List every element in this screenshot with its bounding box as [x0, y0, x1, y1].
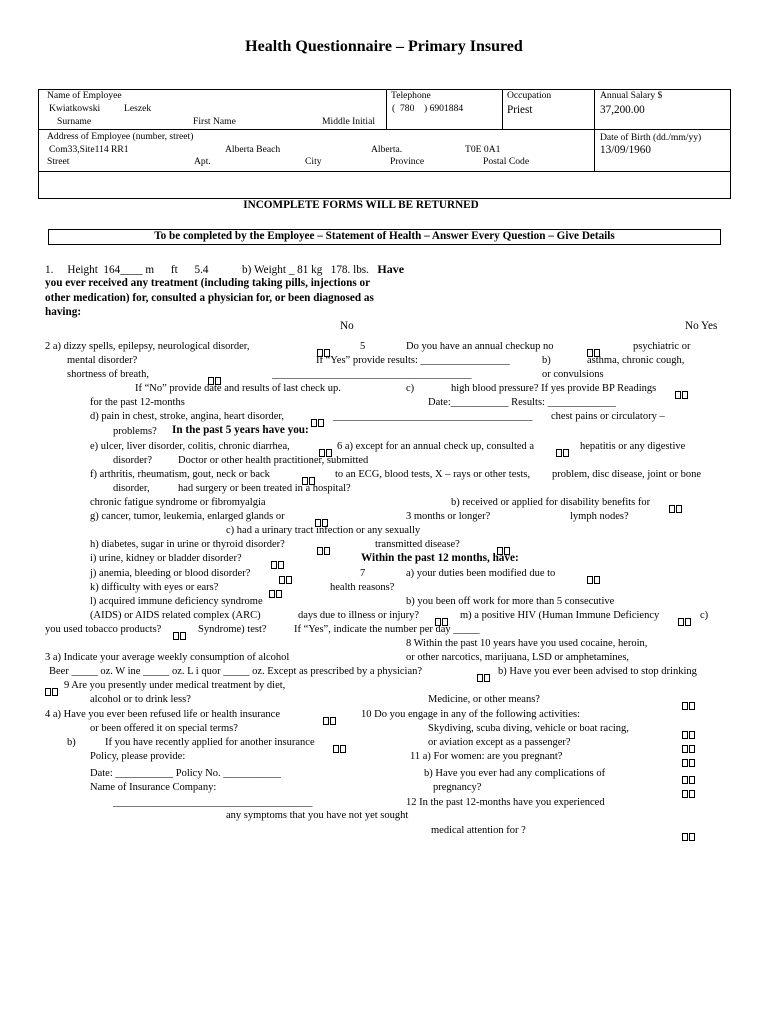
yes-checkbox[interactable]: [326, 449, 332, 457]
question-text-line: mental disorder?: [67, 355, 138, 366]
yes-checkbox[interactable]: [484, 674, 490, 682]
question-text-line: you used tobacco products?: [45, 624, 162, 635]
question-text-line: Policy, please provide:: [90, 751, 186, 762]
no-checkbox[interactable]: [323, 717, 329, 725]
question-text-line: shortness of breath,: [67, 369, 149, 380]
first-name-value[interactable]: Leszek: [124, 103, 152, 114]
no-checkbox[interactable]: [435, 618, 441, 626]
question-text-line: If “No” provide date and results of last check up.: [135, 383, 341, 394]
question-text-line: medical attention for ?: [431, 825, 526, 836]
no-yes-checkbox-pair: [269, 584, 283, 602]
question-text-line: Syndrome) test?: [198, 624, 267, 635]
question-text-line: high blood pressure? If yes provide BP Readings: [451, 383, 657, 394]
telephone-label: Telephone: [391, 90, 431, 101]
name-of-employee-label: Name of Employee: [47, 90, 122, 101]
yes-checkbox[interactable]: [689, 745, 695, 753]
question-text-line: a) your duties been modified due to: [406, 568, 556, 579]
no-yes-checkbox-pair: [497, 541, 511, 559]
question-text-line: days due to illness or injury?: [298, 610, 420, 621]
yes-checkbox[interactable]: [318, 419, 324, 427]
question-text-line: i) urine, kidney or bladder disorder?: [90, 553, 242, 564]
yes-checkbox[interactable]: [324, 547, 330, 555]
no-checkbox[interactable]: [682, 833, 688, 841]
question-text-line: b) Have you ever been advised to stop drinking: [498, 666, 697, 677]
no-checkbox[interactable]: [669, 505, 675, 513]
salary-value[interactable]: 37,200.00: [600, 104, 645, 116]
question-text-line: Date:___________ Results: _____________: [428, 397, 616, 408]
address-label: Address of Employee (number, street): [47, 131, 194, 142]
question-text-line: 6 a) except for an annual check up, consulted a: [337, 441, 535, 452]
question-text-line: 11 a) For women: are you pregnant?: [410, 751, 563, 762]
feet-value[interactable]: 5.4: [194, 264, 209, 276]
question-text-line: alcohol or to drink less?: [90, 694, 191, 705]
street-value[interactable]: Com33,Site114 RR1: [49, 144, 129, 155]
occupation-label: Occupation: [507, 90, 552, 101]
surname-label: Surname: [57, 116, 92, 127]
question-text-line: problem, disc disease, joint or bone: [552, 469, 702, 480]
no-checkbox[interactable]: [682, 745, 688, 753]
yes-checkbox[interactable]: [689, 833, 695, 841]
no-yes-checkbox-pair: [317, 541, 331, 559]
question-text-line: If you have recently applied for another insurance: [105, 737, 315, 748]
no-checkbox[interactable]: [556, 449, 562, 457]
first-name-label: First Name: [193, 116, 236, 127]
section-heading: In the past 5 years have you:: [172, 424, 309, 436]
no-checkbox[interactable]: [497, 547, 503, 555]
question-text-line: pregnancy?: [433, 782, 482, 793]
no-checkbox[interactable]: [333, 745, 339, 753]
question-text-line: to an ECG, blood tests, X – rays or other tests,: [335, 469, 531, 480]
street-label: Street: [47, 156, 70, 167]
question-text-line: b) received or applied for disability benefits for: [451, 497, 651, 508]
question-text-line: 2 a) dizzy spells, epilepsy, neurological disorder,: [45, 341, 250, 352]
question-text-line: disorder?: [113, 455, 153, 466]
middle-initial-label: Middle Initial: [322, 116, 376, 127]
no-checkbox[interactable]: [173, 632, 179, 640]
question-text-line: problems?: [113, 426, 157, 437]
dob-value[interactable]: 13/09/1960: [600, 144, 651, 156]
yes-checkbox[interactable]: [676, 505, 682, 513]
no-checkbox[interactable]: [477, 674, 483, 682]
no-checkbox[interactable]: [675, 391, 681, 399]
question-text-line: k) difficulty with eyes or ears?: [90, 582, 219, 593]
yes-checkbox[interactable]: [442, 618, 448, 626]
yes-checkbox[interactable]: [682, 391, 688, 399]
question-text-line: 10 Do you engage in any of the following activities:: [361, 709, 580, 720]
question-text-line: 5: [360, 341, 366, 352]
no-yes-checkbox-pair: [675, 385, 689, 403]
question-text-line: b): [67, 737, 76, 748]
no-yes-checkbox-pair: [435, 612, 449, 630]
question-text-line: e) ulcer, liver disorder, colitis, chronic diarrhea,: [90, 441, 290, 452]
question-text-line: c): [406, 383, 415, 394]
yes-checkbox[interactable]: [322, 519, 328, 527]
yes-checkbox[interactable]: [215, 377, 221, 385]
yes-checkbox[interactable]: [52, 688, 58, 696]
yes-checkbox[interactable]: [563, 449, 569, 457]
no-column-label: No: [340, 320, 354, 332]
question-text-line: 8 Within the past 10 years have you used cocaine, heroin,: [406, 638, 648, 649]
question-text-line: any symptoms that you have not yet sought: [226, 810, 409, 821]
question-text-line: Name of Insurance Company:: [90, 782, 217, 793]
no-checkbox[interactable]: [208, 377, 214, 385]
question-text-line: Beer _____ oz. W ine _____ oz. L i quor _____ oz. Except as prescribed by a physician?: [49, 666, 423, 677]
question-text-line: Date: ___________ Policy No. ___________: [90, 768, 282, 779]
telephone-value[interactable]: ( 780 ) 6901884: [392, 103, 464, 114]
yes-checkbox[interactable]: [278, 561, 284, 569]
no-yes-checkbox-pair: [587, 343, 601, 361]
no-yes-column-label: No Yes: [685, 320, 718, 332]
no-checkbox[interactable]: [587, 349, 593, 357]
no-checkbox[interactable]: [682, 759, 688, 767]
question-text-line: hepatitis or any digestive: [580, 441, 686, 452]
no-yes-checkbox-pair: [319, 443, 333, 461]
no-checkbox[interactable]: [682, 731, 688, 739]
yes-checkbox[interactable]: [504, 547, 510, 555]
yes-checkbox[interactable]: [330, 717, 336, 725]
yes-checkbox[interactable]: [309, 477, 315, 485]
no-yes-checkbox-pair: [682, 696, 696, 714]
page-title: Health Questionnaire – Primary Insured: [245, 38, 523, 55]
no-checkbox[interactable]: [302, 477, 308, 485]
dob-label: Date of Birth (dd./mm/yy): [600, 132, 702, 143]
question-text-line: b) you been off work for more than 5 consecutive: [406, 596, 615, 607]
question-text-line: Doctor or other health practitioner, submitted: [178, 455, 369, 466]
question-text-line: for the past 12-months: [90, 397, 185, 408]
no-checkbox[interactable]: [45, 688, 51, 696]
no-checkbox[interactable]: [682, 702, 688, 710]
question-1-line: 1. Height 164____ m ft 5.4 b) Weight _ 81 kg 178. lbs. Have: [45, 262, 405, 276]
no-yes-checkbox-pair: [302, 471, 316, 489]
yes-checkbox[interactable]: [689, 731, 695, 739]
no-checkbox[interactable]: [315, 519, 321, 527]
province-value[interactable]: Alberta.: [371, 144, 403, 155]
no-yes-checkbox-pair: [333, 739, 347, 757]
yes-checkbox[interactable]: [594, 349, 600, 357]
question-text-line: chest pains or circulatory –: [551, 411, 665, 422]
no-checkbox[interactable]: [317, 547, 323, 555]
no-checkbox[interactable]: [682, 790, 688, 798]
question-text-line: 4 a) Have you ever been refused life or health insurance: [45, 709, 280, 720]
postal-code-label: Postal Code: [483, 156, 530, 167]
question-text-line: Skydiving, scuba diving, vehicle or boat racing,: [428, 723, 629, 734]
yes-checkbox[interactable]: [276, 590, 282, 598]
no-yes-checkbox-pair: [315, 513, 329, 531]
question-1-text: you ever received any treatment (including taking pills, injections or other medication) for, consulted a physician for, or been diagnosed as having:: [45, 277, 374, 318]
question-text-line: f) arthritis, rheumatism, gout, neck or back: [90, 469, 270, 480]
weight-kg-value[interactable]: 81 kg: [297, 264, 323, 276]
question-text-line: disorder,: [113, 483, 150, 494]
question-text-line: lymph nodes?: [570, 511, 629, 522]
question-text-line: transmitted disease?: [375, 539, 460, 550]
question-text-line: If “Yes”, indicate the number per day _____: [294, 624, 480, 635]
instruction-text: To be completed by the Employee – Statement of Health – Answer Every Question – Give Details: [154, 230, 615, 242]
postal-code-value[interactable]: T0E 0A1: [465, 144, 501, 155]
no-yes-checkbox-pair: [669, 499, 683, 517]
no-yes-checkbox-pair: [173, 626, 187, 644]
question-text-line: health reasons?: [330, 582, 395, 593]
yes-checkbox[interactable]: [685, 618, 691, 626]
no-yes-checkbox-pair: [477, 668, 491, 686]
yes-checkbox[interactable]: [689, 759, 695, 767]
yes-checkbox[interactable]: [689, 702, 695, 710]
no-checkbox[interactable]: [319, 449, 325, 457]
salary-label: Annual Salary $: [600, 90, 663, 101]
question-text-line: 3 a) Indicate your average weekly consumption of alcohol: [45, 652, 290, 663]
question-text-line: asthma, chronic cough,: [587, 355, 685, 366]
no-checkbox[interactable]: [269, 590, 275, 598]
question-text-line: ______________________________________: [272, 369, 472, 380]
no-yes-checkbox-pair: [678, 612, 692, 630]
no-checkbox[interactable]: [279, 576, 285, 584]
yes-checkbox[interactable]: [340, 745, 346, 753]
no-yes-checkbox-pair: [682, 827, 696, 845]
city-label: City: [305, 156, 322, 167]
yes-checkbox[interactable]: [689, 776, 695, 784]
no-checkbox[interactable]: [587, 576, 593, 584]
question-text-line: c): [700, 610, 709, 621]
question-text-line: c) had a urinary tract infection or any sexually: [226, 525, 421, 536]
area-code: 780: [400, 103, 415, 114]
apt-label: Apt.: [194, 156, 211, 167]
no-yes-checkbox-pair: [317, 343, 331, 361]
no-checkbox[interactable]: [271, 561, 277, 569]
no-yes-checkbox-pair: [682, 753, 696, 771]
question-text-line: m) a positive HIV (Human Immune Deficiency: [460, 610, 660, 621]
question-text-line: 9 Are you presently under medical treatment by diet,: [64, 680, 286, 691]
question-text-line: Do you have an annual checkup no: [406, 341, 554, 352]
question-text-line: 12 In the past 12-months have you experienced: [406, 797, 605, 808]
section-heading: Within the past 12 months, have:: [361, 552, 519, 564]
no-checkbox[interactable]: [678, 618, 684, 626]
yes-checkbox[interactable]: [689, 790, 695, 798]
question-text-line: Medicine, or other means?: [428, 694, 540, 705]
question-text-line: l) acquired immune deficiency syndrome: [90, 596, 263, 607]
phone-number: 6901884: [429, 103, 464, 114]
no-yes-checkbox-pair: [556, 443, 570, 461]
question-text-line: had surgery or been treated in a hospital?: [178, 483, 351, 494]
occupation-value[interactable]: Priest: [507, 104, 533, 116]
question-text-line: or other narcotics, marijuana, LSD or amphetamines,: [406, 652, 630, 663]
province-label: Province: [390, 156, 425, 167]
weight-lbs-value[interactable]: 178. lbs.: [330, 264, 369, 276]
yes-checkbox[interactable]: [324, 349, 330, 357]
question-text-line: g) cancer, tumor, leukemia, enlarged glands or: [90, 511, 285, 522]
question-text-line: h) diabetes, sugar in urine or thyroid disorder?: [90, 539, 285, 550]
no-yes-checkbox-pair: [323, 711, 337, 729]
question-text-line: b) Have you ever had any complications of: [424, 768, 606, 779]
question-text-line: or been offered it on special terms?: [90, 723, 238, 734]
question-text-line: b): [542, 355, 551, 366]
question-text-line: ______________________________________: [113, 797, 313, 808]
height-value[interactable]: 164: [103, 264, 121, 276]
question-text-line: ______________________________________: [333, 411, 533, 422]
question-text-line: (AIDS) or AIDS related complex (ARC): [90, 610, 261, 621]
no-checkbox[interactable]: [317, 349, 323, 357]
question-text-line: or aviation except as a passenger?: [428, 737, 571, 748]
question-text-line: j) anemia, bleeding or blood disorder?: [90, 568, 251, 579]
question-text-line: If “Yes” provide results: _________________: [316, 355, 510, 366]
city-value[interactable]: Alberta Beach: [225, 144, 281, 155]
yes-checkbox[interactable]: [594, 576, 600, 584]
no-checkbox[interactable]: [311, 419, 317, 427]
no-yes-checkbox-pair: [311, 413, 325, 431]
surname-value[interactable]: Kwiatkowski: [49, 103, 101, 114]
yes-checkbox[interactable]: [180, 632, 186, 640]
no-yes-checkbox-pair: [682, 784, 696, 802]
question-text-line: 3 months or longer?: [406, 511, 491, 522]
incomplete-forms-notice: INCOMPLETE FORMS WILL BE RETURNED: [243, 199, 479, 211]
yes-checkbox[interactable]: [286, 576, 292, 584]
question-text-line: psychiatric or: [633, 341, 691, 352]
no-yes-checkbox-pair: [587, 570, 601, 588]
question-text-line: 7: [360, 568, 366, 579]
no-yes-checkbox-pair: [45, 682, 59, 700]
question-text-line: chronic fatigue syndrome or fibromyalgia: [90, 497, 266, 508]
question-text-line: or convulsions: [542, 369, 604, 380]
no-checkbox[interactable]: [682, 776, 688, 784]
no-yes-checkbox-pair: [208, 371, 222, 389]
question-text-line: d) pain in chest, stroke, angina, heart disorder,: [90, 411, 285, 422]
